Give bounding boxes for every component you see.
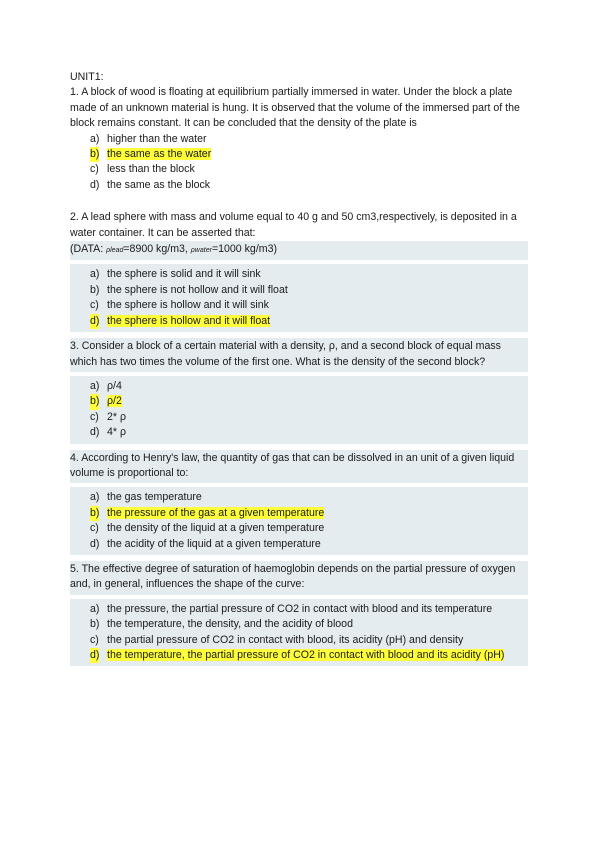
option-label: a) bbox=[90, 602, 100, 615]
option-label: a) bbox=[90, 132, 100, 145]
question-stem: 2. A lead sphere with mass and volume equal to 40 g and 50 cm3,respectively, is deposited in a water container. It can be asserted that: bbox=[70, 211, 517, 239]
option-item bbox=[70, 178, 528, 193]
question-data-line bbox=[70, 241, 528, 260]
question-2 bbox=[70, 210, 528, 332]
document-content bbox=[70, 70, 528, 666]
option-item bbox=[70, 648, 528, 663]
option-text: the sphere is solid and it will sink bbox=[107, 268, 261, 281]
option-label: d) bbox=[90, 178, 100, 191]
option-item bbox=[70, 633, 528, 648]
option-item bbox=[70, 283, 528, 298]
rho-lead-value: =8900 kg/m3, bbox=[123, 243, 191, 256]
option-label: c) bbox=[90, 522, 99, 535]
option-item bbox=[70, 147, 528, 162]
option-item bbox=[70, 379, 528, 394]
option-label: b) bbox=[90, 283, 100, 296]
option-item bbox=[70, 410, 528, 425]
option-label: c) bbox=[90, 410, 99, 423]
option-label: b) bbox=[90, 147, 99, 162]
option-label: a) bbox=[90, 268, 100, 281]
option-label: c) bbox=[90, 299, 99, 312]
data-prefix: (DATA: bbox=[70, 243, 107, 256]
option-text: less than the block bbox=[107, 163, 195, 176]
option-text-highlighted: the temperature, the partial pressure of CO2 in contact with blood and its acidity (pH) bbox=[107, 649, 505, 661]
option-text: the partial pressure of CO2 in contact with blood, its acidity (pH) and density bbox=[107, 633, 464, 646]
option-label: b) bbox=[90, 394, 99, 409]
option-item bbox=[70, 132, 528, 147]
unit-title: UNIT1: bbox=[70, 71, 104, 83]
question-stem: 3. Consider a block of a certain material with a density, ρ, and a second block of equal mass which has two times the volume of the first one. What is the density of the second block? bbox=[70, 338, 528, 372]
options-list bbox=[70, 376, 528, 444]
option-item bbox=[70, 490, 528, 505]
option-item bbox=[70, 617, 528, 632]
option-label: d) bbox=[90, 648, 99, 663]
option-text: the gas temperature bbox=[107, 491, 202, 504]
question-3 bbox=[70, 338, 528, 443]
question-stem: 1. A block of wood is floating at equilibrium partially immersed in water. Under the block a plate made of an unknown material is hung. It is observed that the volume of the immersed part of the block remains constant. It can be concluded that the density of the plate is bbox=[70, 86, 520, 130]
question-4 bbox=[70, 450, 528, 555]
option-text: 4* ρ bbox=[107, 426, 126, 439]
rho-water-value: =1000 kg/m3) bbox=[211, 243, 278, 256]
option-text: the sphere is hollow and it will sink bbox=[107, 299, 269, 312]
option-item bbox=[70, 425, 528, 440]
option-label: c) bbox=[90, 633, 99, 646]
options-list bbox=[70, 264, 528, 332]
option-text-highlighted: the same as the water bbox=[107, 148, 212, 161]
option-item bbox=[70, 602, 528, 617]
option-text: higher than the water bbox=[107, 132, 207, 145]
option-text: the temperature, the density, and the acidity of blood bbox=[107, 618, 353, 631]
question-5 bbox=[70, 561, 528, 666]
option-item bbox=[70, 298, 528, 313]
option-label: a) bbox=[90, 379, 100, 392]
option-item bbox=[70, 162, 528, 177]
option-label: d) bbox=[90, 314, 99, 329]
question-stem: 4. According to Henry's law, the quantity of gas that can be dissolved in an unit of a given liquid volume is proportional to: bbox=[70, 450, 528, 484]
option-label: b) bbox=[90, 506, 99, 521]
option-text-highlighted: the pressure of the gas at a given temperature bbox=[107, 506, 325, 519]
option-item bbox=[70, 521, 528, 536]
option-item bbox=[70, 394, 528, 409]
options-list bbox=[70, 599, 528, 667]
option-item bbox=[70, 314, 528, 329]
option-text-highlighted: the sphere is hollow and it will float bbox=[107, 314, 271, 327]
option-text: the density of the liquid at a given temperature bbox=[107, 522, 325, 535]
option-label: a) bbox=[90, 491, 100, 504]
option-text-highlighted: ρ/2 bbox=[107, 395, 122, 408]
option-text: the same as the block bbox=[107, 178, 211, 191]
option-text: the acidity of the liquid at a given temperature bbox=[107, 537, 321, 550]
question-1 bbox=[70, 85, 528, 193]
option-label: d) bbox=[90, 426, 100, 439]
option-item bbox=[70, 267, 528, 282]
option-text: the pressure, the partial pressure of CO2 in contact with blood and its temperature bbox=[107, 602, 493, 615]
option-text: 2* ρ bbox=[107, 410, 126, 423]
option-label: d) bbox=[90, 537, 100, 550]
option-item bbox=[70, 537, 528, 552]
option-label: c) bbox=[90, 163, 99, 176]
option-label: b) bbox=[90, 618, 100, 631]
options-list bbox=[70, 132, 528, 194]
rho-water-symbol: ρwater bbox=[190, 247, 212, 255]
option-text: ρ/4 bbox=[107, 379, 122, 392]
option-text: the sphere is not hollow and it will float bbox=[107, 283, 288, 296]
options-list bbox=[70, 487, 528, 555]
spacer bbox=[70, 193, 528, 210]
option-item bbox=[70, 506, 528, 521]
question-stem: 5. The effective degree of saturation of haemoglobin depends on the partial pressure of oxygen and, in general, influences the shape of the curve: bbox=[70, 561, 528, 595]
rho-lead-symbol: ρlead bbox=[106, 247, 124, 255]
